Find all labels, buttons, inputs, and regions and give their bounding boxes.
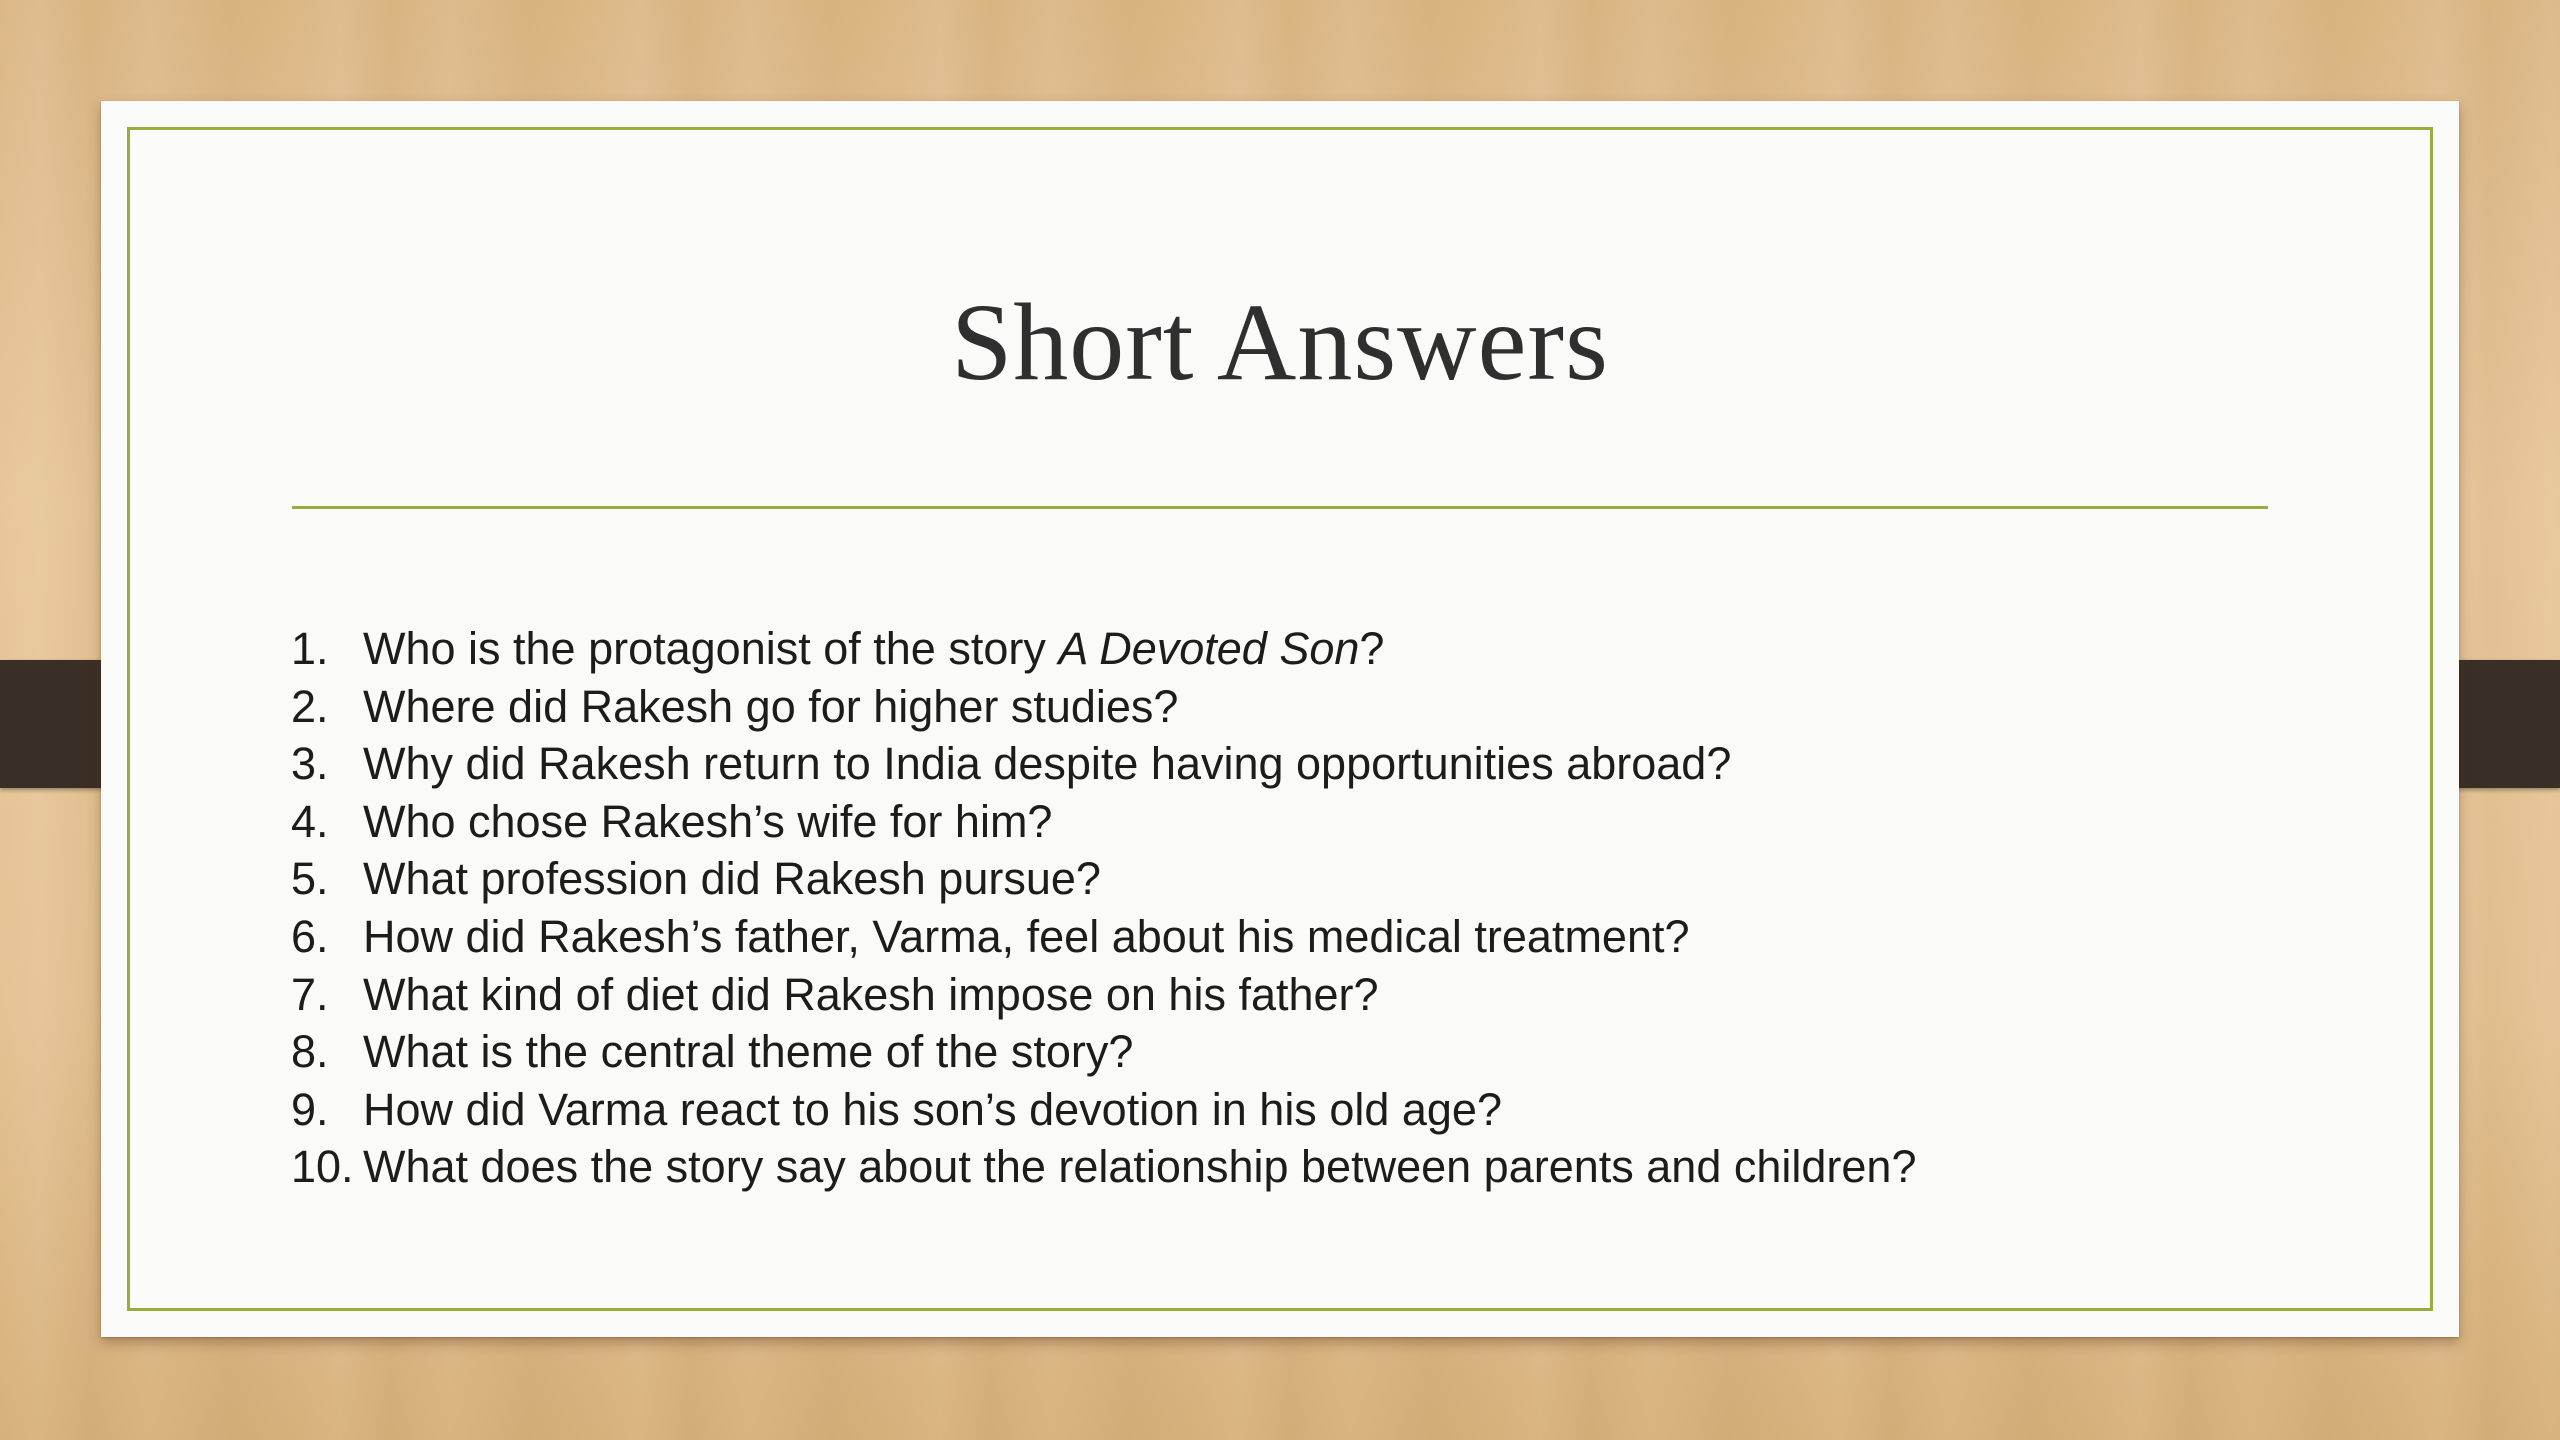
question-number: 3. [291,738,329,790]
question-item-7 [291,969,1916,1027]
question-text: How did Varma react to his son’s devotion in his old age? [363,1083,1502,1135]
question-text: What does the story say about the relationship between parents and children? [363,1141,1917,1193]
question-text: What is the central theme of the story? [363,1026,1134,1078]
question-item-5 [291,853,1916,911]
question-number: 2. [291,680,329,732]
question-text: Where did Rakesh go for higher studies? [363,680,1179,732]
question-number: 10. [291,1141,354,1193]
question-number: 4. [291,795,329,847]
question-item-10 [291,1141,1916,1199]
title-divider [292,506,2268,509]
question-text: Who chose Rakesh’s wife for him? [363,795,1053,847]
slide-title: Short Answers [951,281,1609,403]
question-list [291,623,1916,1199]
question-text: What profession did Rakesh pursue? [363,853,1101,905]
slide [101,101,2459,1337]
question-text: Why did Rakesh return to India despite having opportunities abroad? [363,738,1732,790]
question-text: What kind of diet did Rakesh impose on his father? [363,968,1379,1020]
question-text: How did Rakesh’s father, Varma, feel about his medical treatment? [363,910,1690,962]
question-number: 7. [291,968,329,1020]
question-item-8 [291,1026,1916,1084]
question-item-2 [291,681,1916,739]
question-item-1 [291,623,1916,681]
question-item-6 [291,911,1916,969]
question-text: Who is the protagonist of the story A Devoted Son? [363,623,1385,674]
question-number: 5. [291,853,329,905]
question-number: 8. [291,1026,329,1078]
story-title: A Devoted Son [1058,623,1360,674]
question-number: 6. [291,910,329,962]
question-item-3 [291,738,1916,796]
question-number: 1. [291,623,329,674]
question-number: 9. [291,1083,329,1135]
question-item-9 [291,1084,1916,1142]
question-item-4 [291,796,1916,854]
